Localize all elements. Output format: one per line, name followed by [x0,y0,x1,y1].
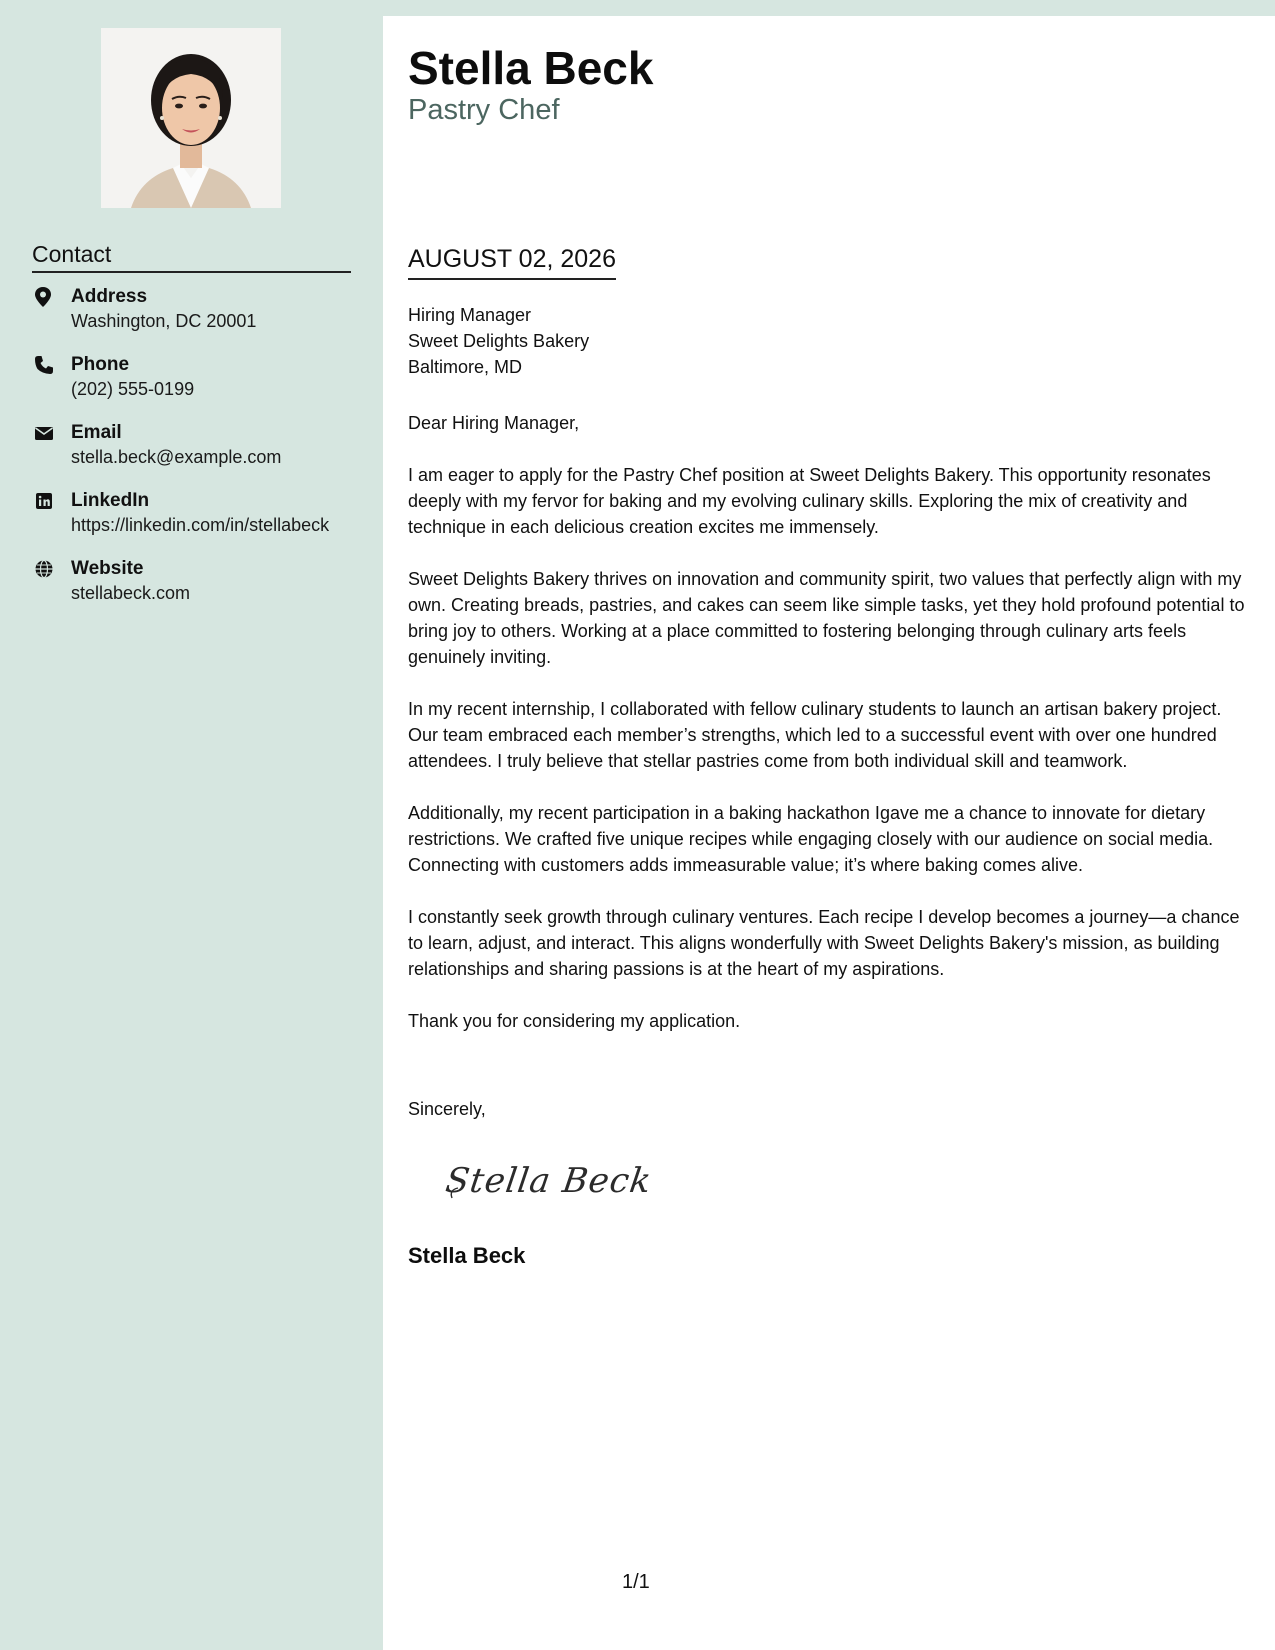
contact-item-address [32,285,352,333]
signer-name: Stella Beck [408,1243,526,1268]
contact-list [32,285,352,625]
contact-label: Phone [71,354,130,375]
recipient-line: Baltimore, MD [408,357,523,377]
linkedin-icon [34,491,54,511]
contact-label: Website [71,558,144,579]
body-paragraph: I constantly seek growth through culinary ventures. Each recipe I develop becomes a journey—a chance to learn, adjust, and interact. This aligns wonderfully with Sweet Delights Bakery's mission, as building relationships and sharing passions is at the heart of my aspirations. [408,907,1240,979]
linkedin-value[interactable]: https://linkedin.com/in/stellabeck [71,515,330,535]
body-paragraph: Sweet Delights Bakery thrives on innovation and community spirit, two values that perfectly align with my own. Creating breads, pastries, and cakes can seem like simple tasks, yet they hold profound potential to bring joy to others. Working at a place committed to fostering belonging through culinary arts feels genuinely inviting. [408,569,1245,667]
contact-item-linkedin [32,489,352,537]
phone-icon [34,355,54,375]
contact-item-email [32,421,352,469]
sidebar [0,0,383,1650]
globe-icon [34,559,54,579]
letter-body [408,410,1253,1060]
salutation: Dear Hiring Manager, [408,413,580,433]
avatar [101,28,281,208]
contact-label: Email [71,422,122,443]
email-value[interactable]: stella.beck@example.com [71,447,282,467]
applicant-name: Stella Beck [408,42,654,94]
svg-text:Stella Beck: Stella Beck [443,1161,655,1201]
recipient-line: Sweet Delights Bakery [408,331,590,351]
address-value: Washington, DC 20001 [71,311,257,331]
contact-label: Address [71,286,148,307]
letter-date: AUGUST 02, 2026 [408,243,616,280]
closing: Sincerely, [408,1099,486,1119]
envelope-icon [34,423,54,443]
contact-label: LinkedIn [71,490,150,511]
map-pin-icon [34,287,54,307]
contact-item-website [32,557,352,605]
recipient-block [408,302,1253,380]
body-paragraph: Additionally, my recent participation in a baking hackathon Igave me a chance to innovate for dietary restrictions. We crafted five unique recipes while engaging closely with our audience on social media. Connecting with customers adds immeasurable value; it’s where baking comes alive. [408,803,1214,875]
contact-item-phone [32,353,352,401]
body-paragraph: Thank you for considering my application. [408,1011,741,1031]
applicant-role: Pastry Chef [408,94,560,126]
recipient-line: Hiring Manager [408,305,532,325]
handwritten-signature [443,1152,655,1208]
website-value[interactable]: stellabeck.com [71,583,191,603]
body-paragraph: In my recent internship, I collaborated with fellow culinary students to launch an artisan bakery project. Our team embraced each member’s strengths, which led to a successful event with over one hundred attendees. I truly believe that stellar pastries come from both individual skill and teamwork. [408,699,1222,771]
page-number: 1/1 [622,1571,650,1593]
body-paragraph: I am eager to apply for the Pastry Chef position at Sweet Delights Bakery. This opportunity resonates deeply with my fervor for baking and my evolving culinary skills. Exploring the mix of creativity and technique in each delicious creation excites me immensely. [408,465,1211,537]
contact-heading: Contact [32,240,351,273]
phone-value: (202) 555-0199 [71,379,195,399]
